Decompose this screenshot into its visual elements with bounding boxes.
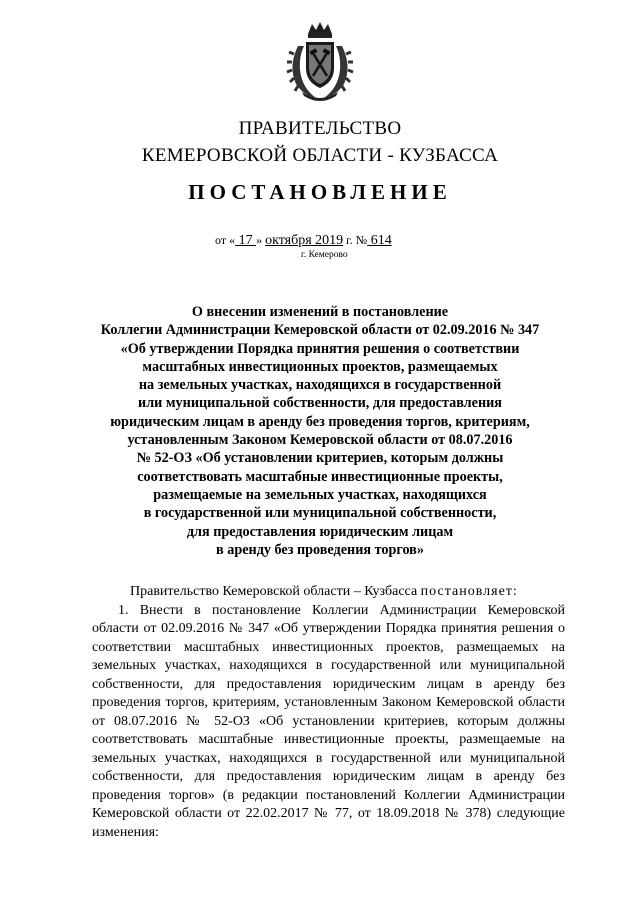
intro-paragraph	[92, 583, 565, 602]
subject-line: О внесении изменений в постановление	[191, 304, 449, 320]
document-type-title: ПОСТАНОВЛЕНИЕ	[188, 180, 452, 204]
subject-line: в государственной или муниципальной собственности,	[143, 505, 497, 522]
date-month-year: октября 2019	[265, 233, 344, 248]
date-prefix: от «	[215, 233, 236, 247]
subject-line: размещаемые на земельных участках, находящихся	[153, 486, 487, 503]
city-name: г. Кемерово	[301, 250, 348, 260]
number-prefix: г. №	[343, 233, 368, 247]
subject-line: установленным Законом Кемеровской области от 08.07.2016	[127, 432, 513, 449]
item-1-paragraph: 1. Внести в постановление Коллегии Администрации Кемеровской области от 02.09.2016 № 347 «Об утверждении Порядка принятия решения о соответствии масштабных инвестиционных проектов, размещаемых на земельных участках, находящихся в государственной или муниципальной собственности, для предоставления юридическим лицам в аренду без проведения торгов, критериям, установленным Законом Кемеровской области от 08.07.2016 № 52-ОЗ «Об установлении критериев, которым должны соответствовать масштабные инвестиционные проекты, размещаемые на земельных участках, находящихся в государственной или муниципальной собственности, для предоставления юридическим лицам в аренду без проведения торгов» (в редакции постановлений Коллегии Администрации Кемеровской области от 22.02.2017 № 77, от 18.09.2018 № 378) следующие изменения:	[92, 602, 565, 840]
date-day: 17	[235, 233, 257, 248]
subject-line: «Об утверждении Порядка принятия решения о соответствии	[120, 340, 520, 357]
subject-line: или муниципальной собственности, для предоставления	[138, 395, 502, 412]
document-date-number-line	[215, 233, 392, 249]
intro-text: Правительство Кемеровской области – Кузбасса	[130, 584, 418, 599]
intro-verb: постановляет:	[420, 584, 518, 599]
government-name-line2: КЕМЕРОВСКОЙ ОБЛАСТИ - КУЗБАССА	[141, 145, 499, 166]
document-body	[92, 583, 565, 842]
document-subject	[80, 303, 560, 559]
coat-of-arms-emblem	[286, 20, 354, 102]
date-mid: »	[256, 233, 266, 247]
subject-line: на земельных участках, находящихся в государственной	[138, 377, 502, 394]
document-number: 614	[367, 233, 392, 248]
subject-line: юридическим лицам в аренду без проведения торгов, критериям,	[110, 413, 530, 430]
subject-line: соответствовать масштабные инвестиционные проекты,	[137, 468, 503, 485]
subject-line: масштабных инвестиционных проектов, размещаемых	[142, 358, 498, 375]
subject-line: Коллегии Администрации Кемеровской области от 02.09.2016 № 347	[100, 322, 540, 339]
subject-line: для предоставления юридическим лицам	[186, 523, 454, 540]
subject-line: № 52-ОЗ «Об установлении критериев, которым должны	[136, 450, 504, 467]
government-name-line1: ПРАВИТЕЛЬСТВО	[238, 118, 402, 139]
subject-line: в аренду без проведения торгов»	[216, 541, 424, 558]
